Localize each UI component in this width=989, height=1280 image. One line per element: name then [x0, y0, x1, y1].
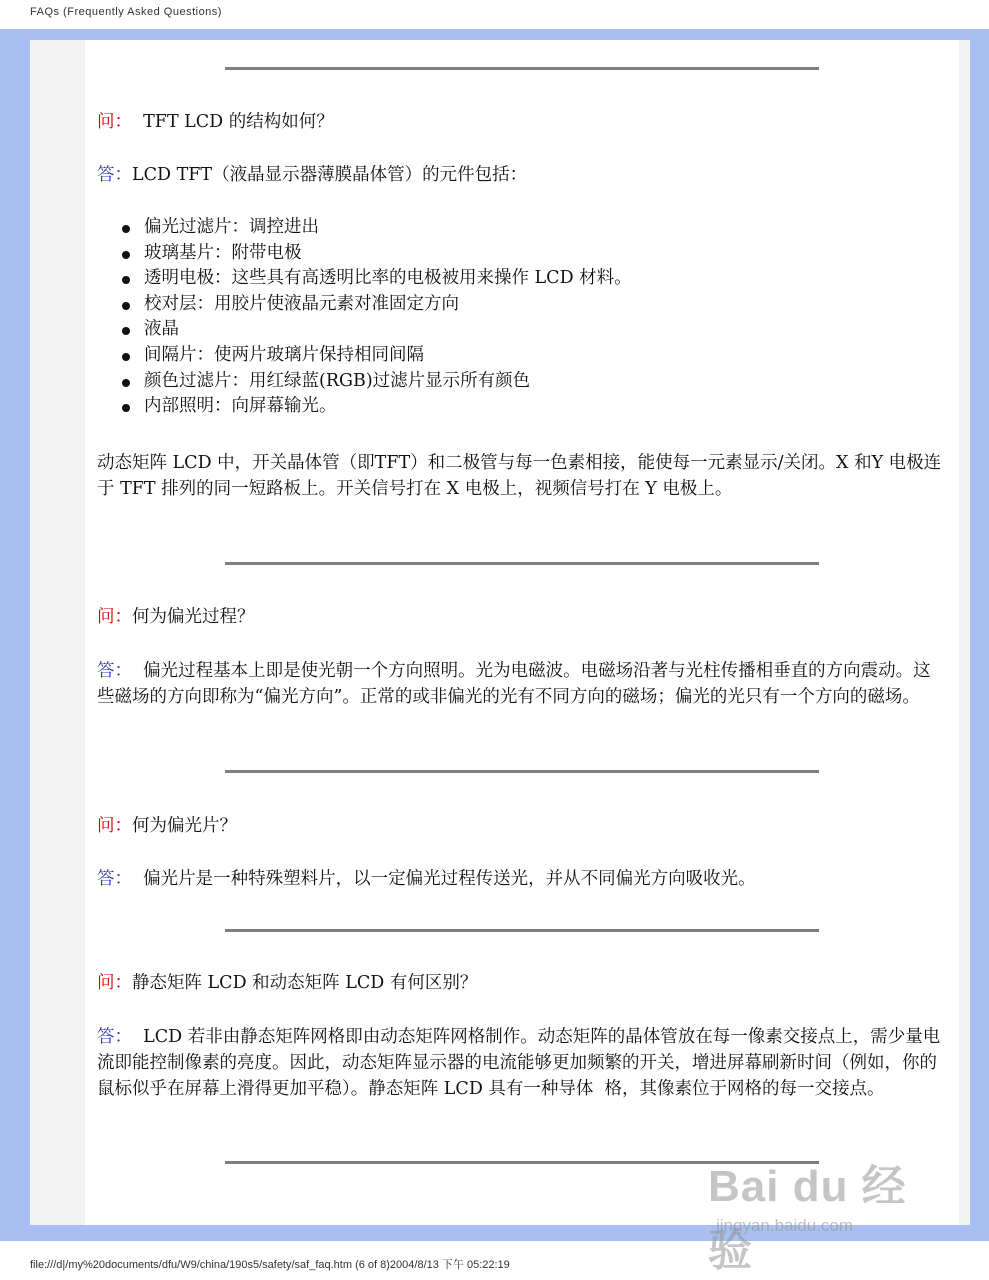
print-footer: file:///d|/my%20documents/dfu/W9/china/190s5/safety/saf_faq.htm (6 of 8)2004/8/13 下午 05:22:19 [30, 1259, 510, 1271]
list-item: 玻璃基片：附带电极 [120, 241, 632, 267]
faq-question-4 [97, 970, 943, 996]
bullet-icon [122, 225, 130, 233]
list-item: 透明电极：这些具有高透明比率的电极被用来操作 LCD 材料。 [120, 266, 632, 292]
faq-question-2 [97, 604, 943, 630]
divider-rule [225, 562, 819, 565]
bullet-icon [122, 404, 130, 412]
bullet-icon [122, 327, 130, 335]
question-label: 问： [97, 112, 132, 132]
print-header: FAQs (Frequently Asked Questions) [30, 6, 222, 18]
question-text: TFT LCD 的结构如何？ [132, 112, 334, 132]
list-item: 颜色过滤片：用红绿蓝(RGB)过滤片显示所有颜色 [120, 369, 632, 395]
divider-rule [225, 770, 819, 773]
divider-rule [225, 929, 819, 932]
bullet-icon [122, 379, 130, 387]
answer-label: 答： [97, 1027, 132, 1047]
answer-text: 偏光过程基本上即是使光朝一个方向照明。光为电磁波。电磁场沿著与光柱传播相垂直的方向震动。这些磁场的方向即称为“偏光方向”。正常的或非偏光的光有不同方向的磁场；偏光的光只有一个方向的磁场。 [97, 661, 931, 707]
baidu-watermark [700, 1140, 940, 1275]
answer-label: 答： [97, 165, 132, 185]
answer-text: 偏光片是一种特殊塑料片，以一定偏光过程传送光，并从不同偏光方向吸收光。 [132, 869, 756, 889]
bullet-icon [122, 251, 130, 259]
question-label: 问： [97, 607, 132, 627]
answer-label: 答： [97, 661, 132, 681]
question-text: 何为偏光片？ [132, 816, 237, 836]
right-margin-strip [959, 40, 970, 1225]
watermark-sub: jingyan.baidu.com [716, 1216, 854, 1235]
left-margin-strip [30, 40, 85, 1225]
list-item: 偏光过滤片：调控进出 [120, 215, 632, 241]
faq-question-3 [97, 813, 943, 839]
faq-note-1: 动态矩阵 LCD 中，开关晶体管（即TFT）和二极管与每一色素相接，能使每一元素显示/关闭。X 和Y 电极连于 TFT 排列的同一短路板上。开关信号打在 X 电极上，视频信号打在 Y 电极上。 [97, 453, 942, 499]
list-item: 液晶 [120, 317, 632, 343]
list-item: 校对层：用胶片使液晶元素对准固定方向 [120, 292, 632, 318]
bullet-icon [122, 276, 130, 284]
faq-question-1 [97, 109, 943, 135]
question-label: 问： [97, 973, 132, 993]
faq-content [85, 40, 959, 1225]
answer-text: LCD TFT（液晶显示器薄膜晶体管）的元件包括： [132, 165, 528, 185]
lcd-components-list [120, 215, 632, 420]
watermark-logo: Bai du 经验 [708, 1162, 907, 1275]
question-text: 何为偏光过程？ [132, 607, 255, 627]
question-label: 问： [97, 816, 132, 836]
answer-text: LCD 若非由静态矩阵网格即由动态矩阵网格制作。动态矩阵的晶体管放在每一像素交接点上，需少量电流即能控制像素的亮度。因此，动态矩阵显示器的电流能够更加频繁的开关，增进屏幕刷新时间（例如，你的鼠标似乎在屏幕上滑得更加平稳）。静态矩阵 LCD 具有一种导体 格，其像素位于网格的每一交接点。 [97, 1027, 941, 1099]
bullet-icon [122, 353, 130, 361]
question-text: 静态矩阵 LCD 和动态矩阵 LCD 有何区别？ [132, 973, 478, 993]
faq-answer-1 [97, 162, 943, 188]
bullet-icon [122, 302, 130, 310]
faq-answer-2 [97, 658, 943, 710]
list-item: 内部照明：向屏幕输光。 [120, 394, 632, 420]
divider-rule [225, 67, 819, 70]
list-item: 间隔片：使两片玻璃片保持相同间隔 [120, 343, 632, 369]
faq-answer-4 [97, 1024, 943, 1102]
faq-answer-3 [97, 866, 943, 892]
answer-label: 答： [97, 869, 132, 889]
